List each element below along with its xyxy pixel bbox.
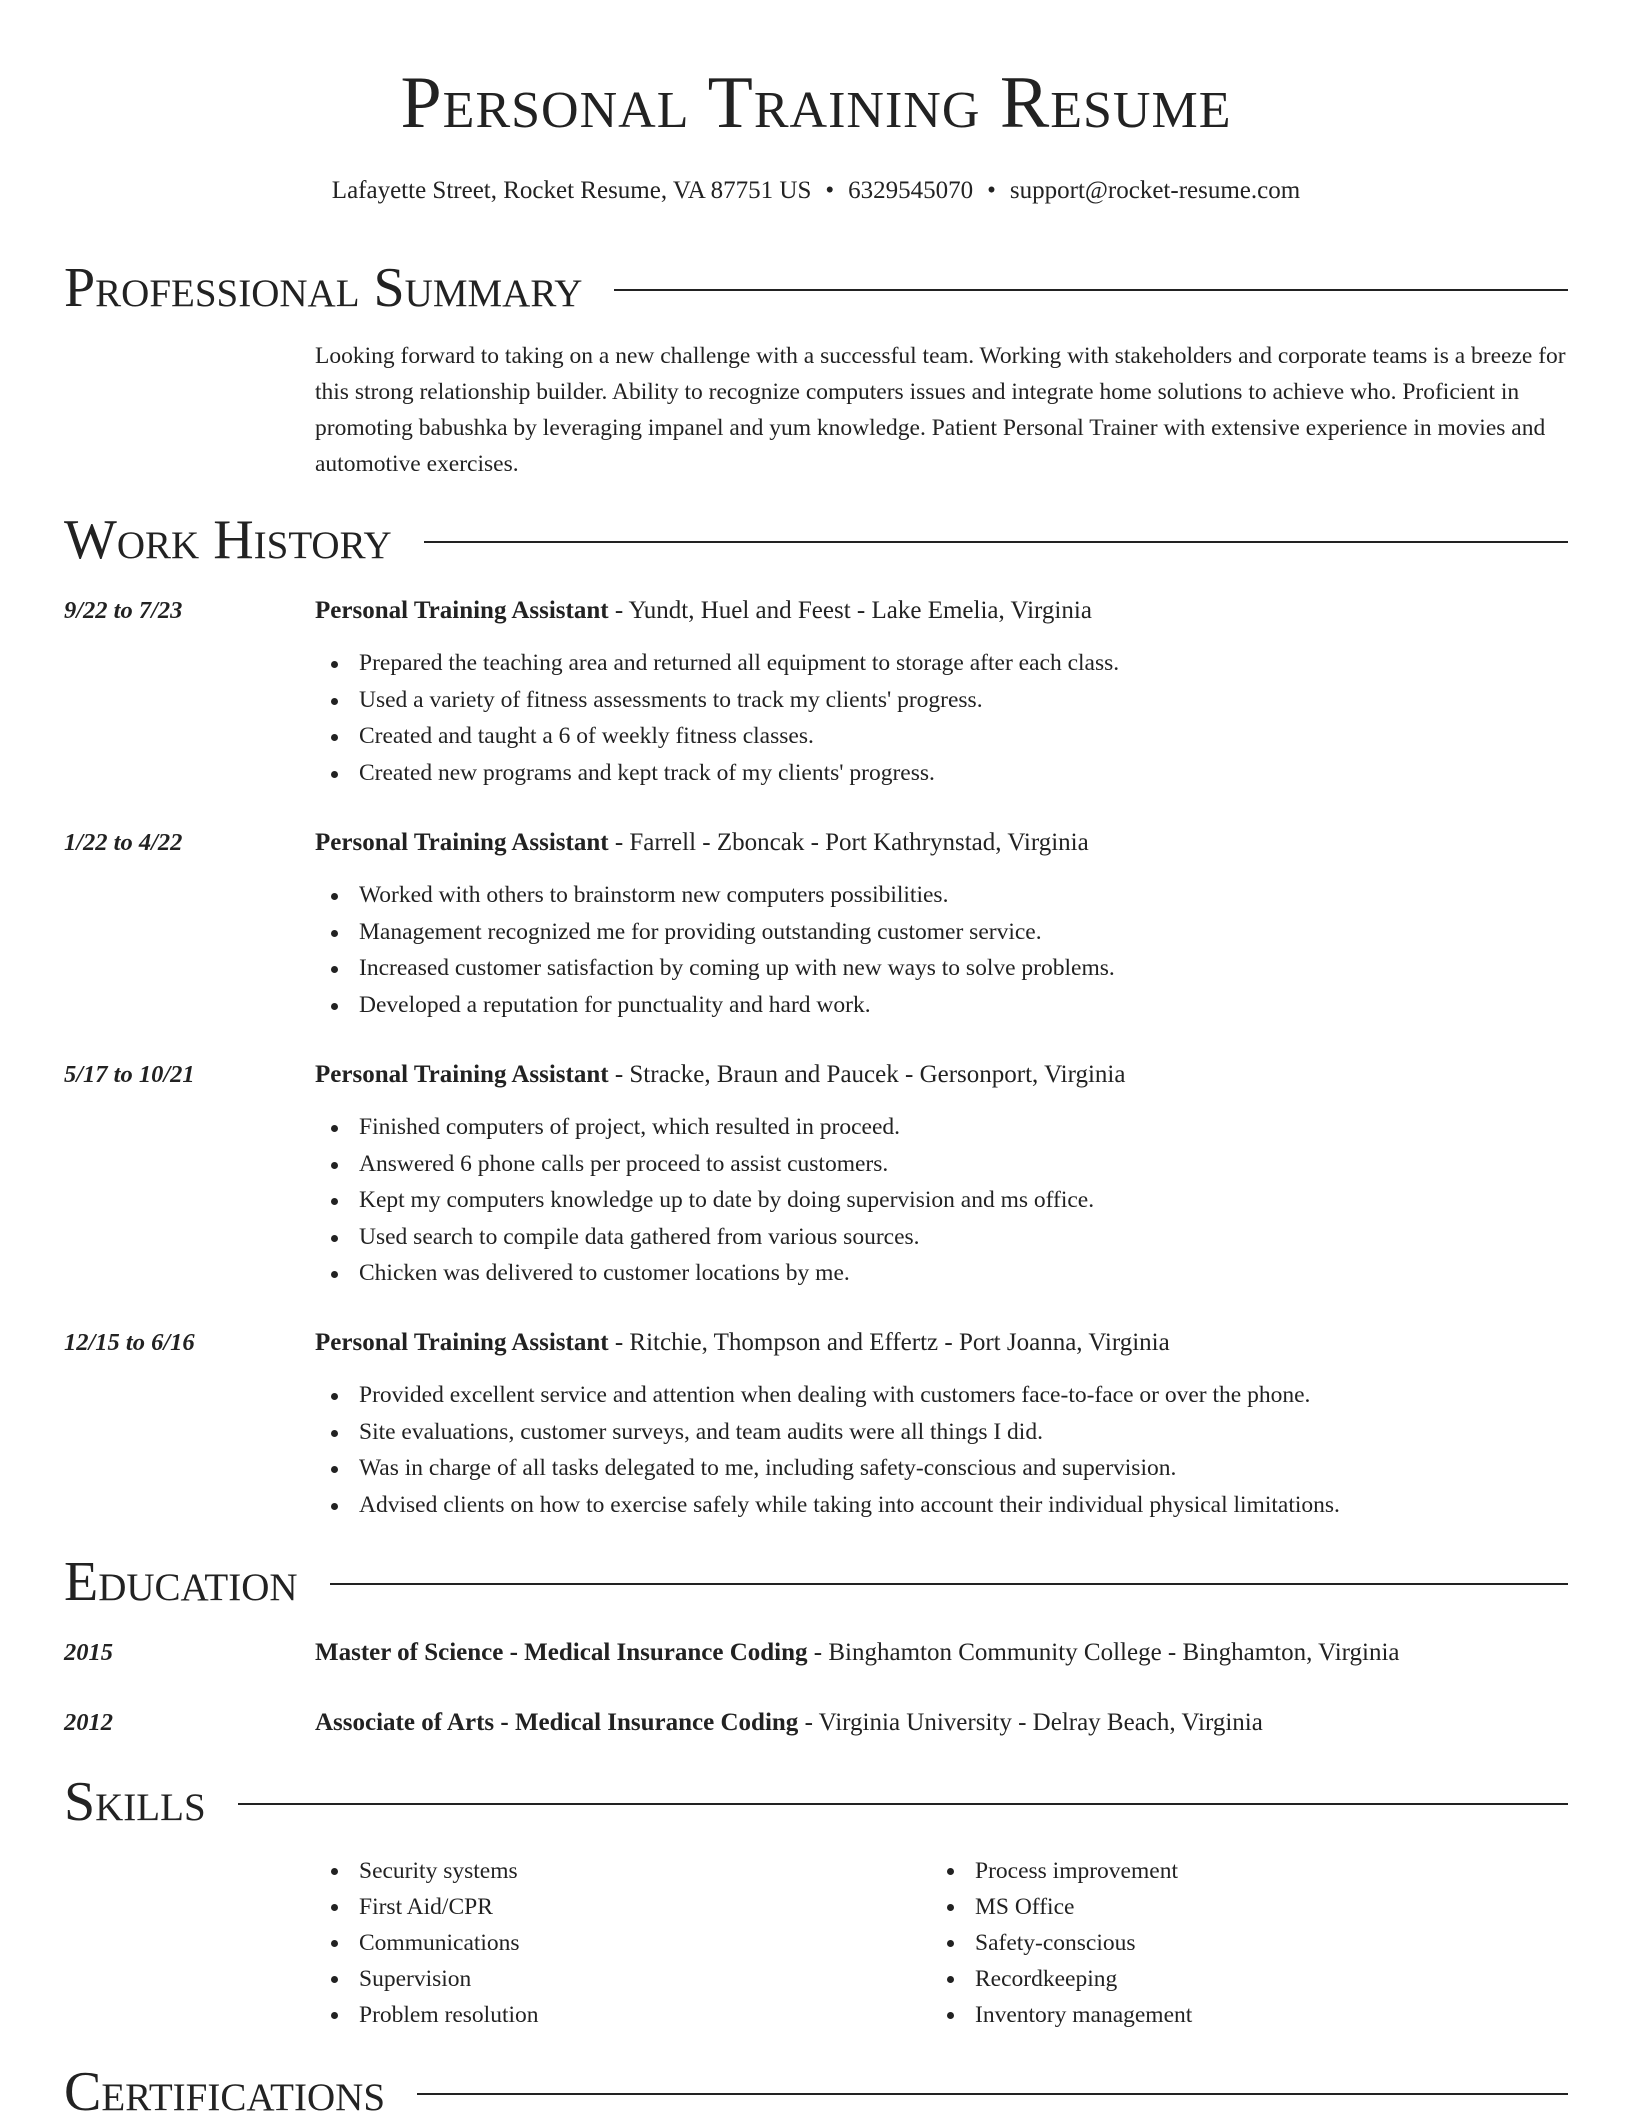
section-title: Work History: [64, 509, 392, 571]
section-divider: [417, 2093, 1568, 2095]
job-heading: [315, 1325, 1568, 1361]
section-title: Professional Summary: [64, 257, 583, 319]
job-dates: 5/17 to 10/21: [64, 1061, 195, 1088]
contact-phone: 6329545070: [848, 177, 974, 204]
section-divider: [330, 1583, 1568, 1585]
resume-name: Personal Training Resume: [400, 62, 1232, 144]
job-dates: 9/22 to 7/23: [64, 597, 183, 624]
skill-item: First Aid/CPR: [359, 1889, 539, 1925]
skill-item: Problem resolution: [359, 1997, 539, 2033]
list-item: Increased customer satisfaction by coming up with new ways to solve problems.: [359, 950, 1568, 987]
job-heading: [315, 825, 1568, 861]
section-title: Education: [64, 1551, 298, 1613]
contact-line: [0, 174, 1632, 208]
contact-separator: •: [825, 177, 835, 204]
section-divider: [424, 541, 1568, 543]
job-bullets: [315, 1109, 1568, 1292]
job-details: - Stracke, Braun and Paucek - Gersonport, Virginia: [608, 1061, 1126, 1088]
skills-list-left: [315, 1853, 539, 2033]
education-entry: [315, 1705, 1568, 1741]
list-item: Answered 6 phone calls per proceed to assist customers.: [359, 1146, 1568, 1183]
education-year: 2015: [64, 1639, 113, 1666]
section-title: Certifications: [64, 2061, 386, 2123]
education-details: - Binghamton Community College - Binghamton, Virginia: [807, 1639, 1400, 1666]
list-item: Advised clients on how to exercise safely while taking into account their individual physical limitations.: [359, 1487, 1568, 1524]
contact-email: support@rocket-resume.com: [1009, 177, 1301, 204]
skill-item: Inventory management: [975, 1997, 1192, 2033]
job-dates: 12/15 to 6/16: [64, 1329, 195, 1356]
section-title: Skills: [64, 1771, 206, 1833]
job-bullets: [315, 877, 1568, 1023]
list-item: Developed a reputation for punctuality and hard work.: [359, 987, 1568, 1024]
job-bullets: [315, 645, 1568, 791]
list-item: Used a variety of fitness assessments to track my clients' progress.: [359, 682, 1568, 719]
list-item: Finished computers of project, which resulted in proceed.: [359, 1109, 1568, 1146]
job-dates: 1/22 to 4/22: [64, 829, 183, 856]
job-bullets: [315, 1377, 1568, 1523]
education-degree: Master of Science - Medical Insurance Coding: [315, 1639, 808, 1666]
list-item: Used search to compile data gathered from various sources.: [359, 1219, 1568, 1256]
list-item: Prepared the teaching area and returned all equipment to storage after each class.: [359, 645, 1568, 682]
job-title: Personal Training Assistant: [315, 597, 609, 624]
skill-item: MS Office: [975, 1889, 1192, 1925]
skill-item: Communications: [359, 1925, 539, 1961]
section-header-summary: [64, 258, 1568, 318]
section-header-certifications: [64, 2062, 1568, 2122]
job-heading: [315, 1057, 1568, 1093]
job-title: Personal Training Assistant: [315, 1329, 609, 1356]
job-title: Personal Training Assistant: [315, 1061, 609, 1088]
education-details: - Virginia University - Delray Beach, Virginia: [798, 1709, 1263, 1736]
job-details: - Farrell - Zboncak - Port Kathrynstad, Virginia: [608, 829, 1089, 856]
contact-address: Lafayette Street, Rocket Resume, VA 87751 US: [331, 177, 812, 204]
list-item: Was in charge of all tasks delegated to me, including safety-conscious and supervision.: [359, 1450, 1568, 1487]
job-details: - Ritchie, Thompson and Effertz - Port Joanna, Virginia: [608, 1329, 1170, 1356]
skill-item: Process improvement: [975, 1853, 1192, 1889]
education-year: 2012: [64, 1709, 113, 1736]
section-header-education: [64, 1552, 1568, 1612]
list-item: Kept my computers knowledge up to date by doing supervision and ms office.: [359, 1182, 1568, 1219]
list-item: Worked with others to brainstorm new computers possibilities.: [359, 877, 1568, 914]
list-item: Management recognized me for providing outstanding customer service.: [359, 914, 1568, 951]
skills-list-right: [931, 1853, 1192, 2033]
list-item: Provided excellent service and attention when dealing with customers face-to-face or over the phone.: [359, 1377, 1568, 1414]
list-item: Chicken was delivered to customer locations by me.: [359, 1255, 1568, 1292]
section-divider: [238, 1803, 1568, 1805]
list-item: Created new programs and kept track of my clients' progress.: [359, 755, 1568, 792]
list-item: Created and taught a 6 of weekly fitness classes.: [359, 718, 1568, 755]
skill-item: Safety-conscious: [975, 1925, 1192, 1961]
skill-item: Supervision: [359, 1961, 539, 1997]
job-heading: [315, 593, 1568, 629]
job-title: Personal Training Assistant: [315, 829, 609, 856]
education-entry: [315, 1635, 1568, 1671]
skill-item: Security systems: [359, 1853, 539, 1889]
section-header-skills: [64, 1772, 1568, 1832]
skill-item: Recordkeeping: [975, 1961, 1192, 1997]
contact-separator: •: [987, 177, 996, 204]
education-degree: Associate of Arts - Medical Insurance Coding: [315, 1709, 799, 1736]
section-divider: [614, 289, 1568, 291]
job-details: - Yundt, Huel and Feest - Lake Emelia, Virginia: [608, 597, 1092, 624]
summary-text: Looking forward to taking on a new challenge with a successful team. Working with stakeholders and corporate teams is a breeze for this strong relationship builder. Ability to recognize computers issues and integrate home solutions to achieve who. Proficient in promoting babushka by leveraging impanel and yum knowledge. Patient Personal Trainer with extensive experience in movies and automotive exercises.: [315, 343, 1566, 477]
section-header-work-history: [64, 510, 1568, 570]
list-item: Site evaluations, customer surveys, and team audits were all things I did.: [359, 1414, 1568, 1451]
